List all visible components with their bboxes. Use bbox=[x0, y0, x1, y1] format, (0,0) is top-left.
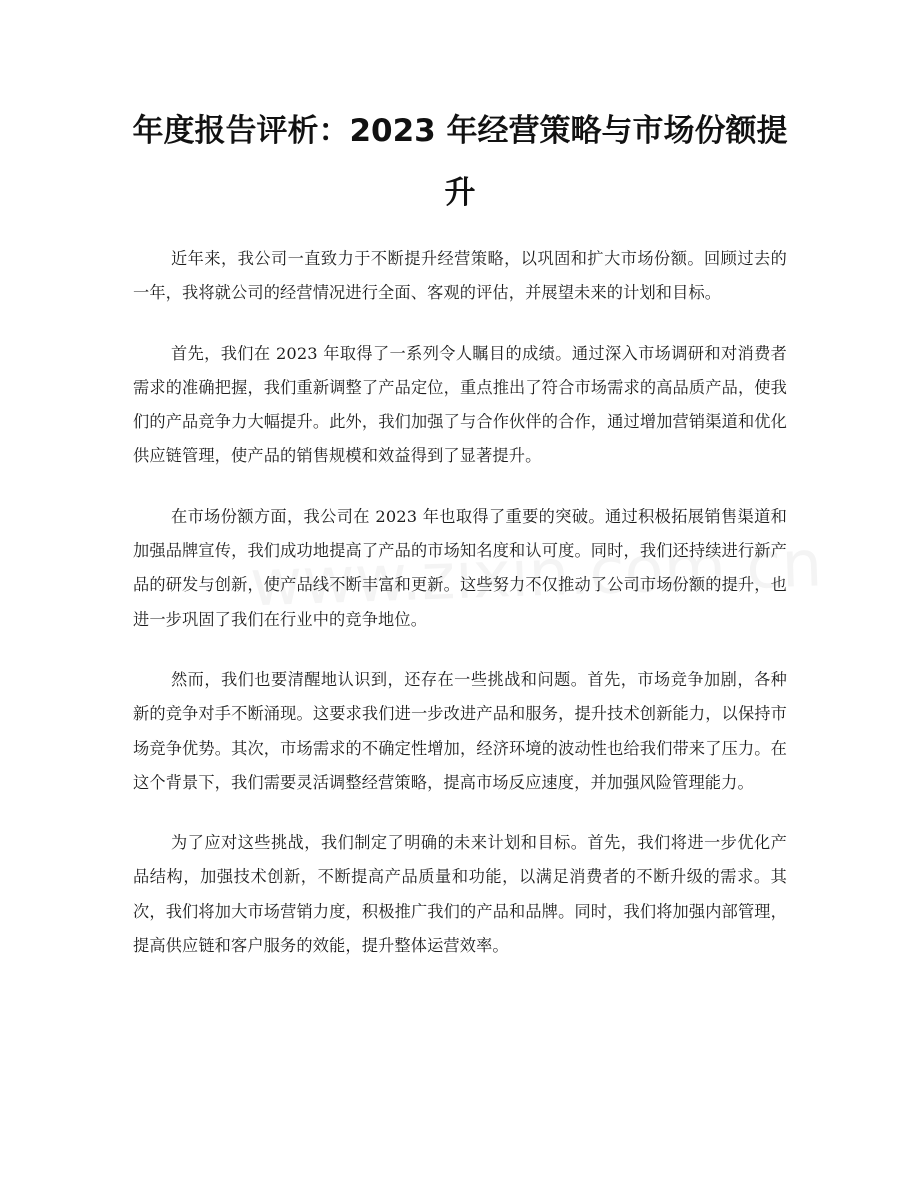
paragraph-future-plans: 为了应对这些挑战，我们制定了明确的未来计划和目标。首先，我们将进一步优化产品结构，加强技术创新，不断提高产品质量和功能，以满足消费者的不断升级的需求。其次，我们将加大市场营销力度，积极推广我们的产品和品牌。同时，我们将加强内部管理，提高供应链和客户服务的效能，提升整体运营效率。 bbox=[133, 833, 787, 956]
paragraph-challenges: 然而，我们也要清醒地认识到，还存在一些挑战和问题。首先，市场竞争加剧，各种新的竞争对手不断涌现。这要求我们进一步改进产品和服务，提升技术创新能力，以保持市场竞争优势。其次，市场需求的不确定性增加，经济环境的波动性也给我们带来了压力。在这个背景下，我们需要灵活调整经营策略，提高市场反应速度，并加强风险管理能力。 bbox=[133, 669, 787, 792]
paragraph-intro: 近年来，我公司一直致力于不断提升经营策略，以巩固和扩大市场份额。回顾过去的一年，我将就公司的经营情况进行全面、客观的评估，并展望未来的计划和目标。 bbox=[133, 249, 787, 303]
document-body bbox=[133, 242, 787, 989]
document-title: 年度报告评析：2023 年经营策略与市场份额提升 bbox=[132, 113, 788, 211]
paragraph-market-share: 在市场份额方面，我公司在 2023 年也取得了重要的突破。通过积极拓展销售渠道和加强品牌宣传，我们成功地提高了产品的市场知名度和认可度。同时，我们还持续进行新产品的研发与创新，使产品线不断丰富和更新。这些努力不仅推动了公司市场份额的提升，也进一步巩固了我们在行业中的竞争地位。 bbox=[133, 506, 787, 629]
paragraph-achievements: 首先，我们在 2023 年取得了一系列令人瞩目的成绩。通过深入市场调研和对消费者需求的准确把握，我们重新调整了产品定位，重点推出了符合市场需求的高品质产品，使我们的产品竞争力大幅提升。此外，我们加强了与合作伙伴的合作，通过增加营销渠道和优化供应链管理，使产品的销售规模和效益得到了显著提升。 bbox=[133, 343, 787, 466]
